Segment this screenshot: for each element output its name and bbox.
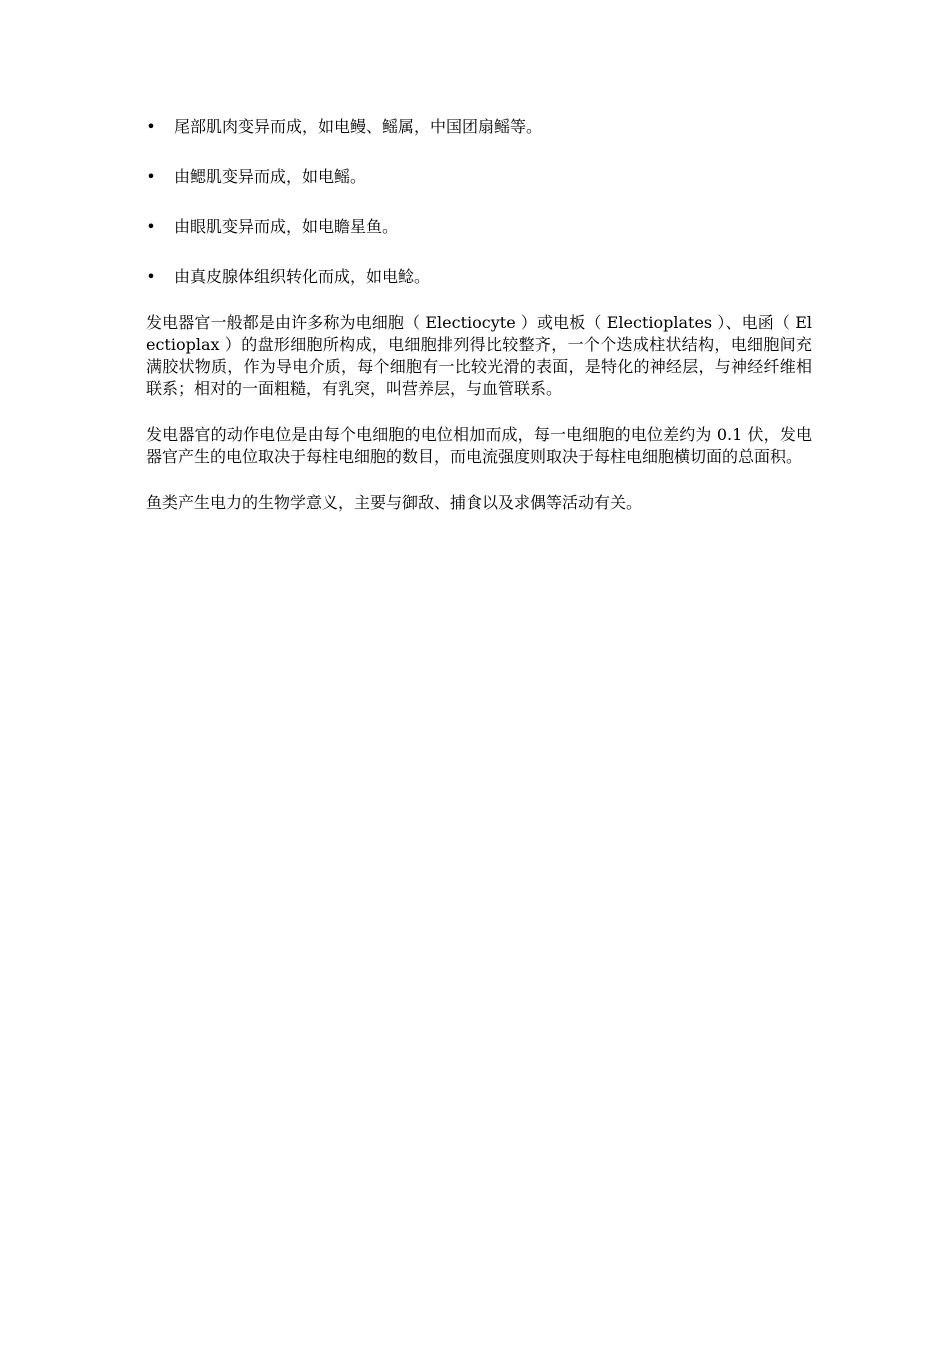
list-item: [146, 216, 812, 238]
paragraph-significance: 鱼类产生电力的生物学意义，主要与御敌、捕食以及求偶等活动有关。: [146, 493, 643, 512]
list-item: [146, 116, 812, 138]
origin-bullet-list: [146, 116, 812, 288]
list-item-text: 由眼肌变异而成，如电瞻星鱼。: [174, 217, 399, 236]
list-item: [146, 266, 812, 288]
list-item: [146, 166, 812, 188]
bullet-icon: •: [146, 267, 156, 286]
list-item-text: 尾部肌肉变异而成，如电鳗、鳐属，中国团扇鳐等。: [174, 117, 543, 136]
bullet-icon: •: [146, 217, 156, 236]
bullet-icon: •: [146, 117, 156, 136]
list-item-text: 由真皮腺体组织转化而成，如电鲶。: [174, 267, 431, 286]
paragraph-potential: 发电器官的动作电位是由每个电细胞的电位相加而成，每一电细胞的电位差约为 0.1 伏，发电器官产生的电位取决于每柱电细胞的数目，而电流强度则取决于每柱电细胞横切面的总面积。: [146, 425, 812, 466]
document-page: [146, 116, 812, 538]
bullet-icon: •: [146, 167, 156, 186]
list-item-text: 由鳃肌变异而成，如电鳐。: [174, 167, 367, 186]
paragraph-structure: 发电器官一般都是由许多称为电细胞（ Electiocyte ）或电板（ Electioplates ）、电函（ Electioplax ）的盘形细胞所构成，电细胞排列得比较整齐，一个个迭成柱状结构，电细胞间充满胶状物质，作为导电介质，每个细胞有一比较光滑的表面，是特化的神经层，与神经纤维相联系；相对的一面粗糙，有乳突，叫营养层，与血管联系。: [146, 313, 812, 398]
